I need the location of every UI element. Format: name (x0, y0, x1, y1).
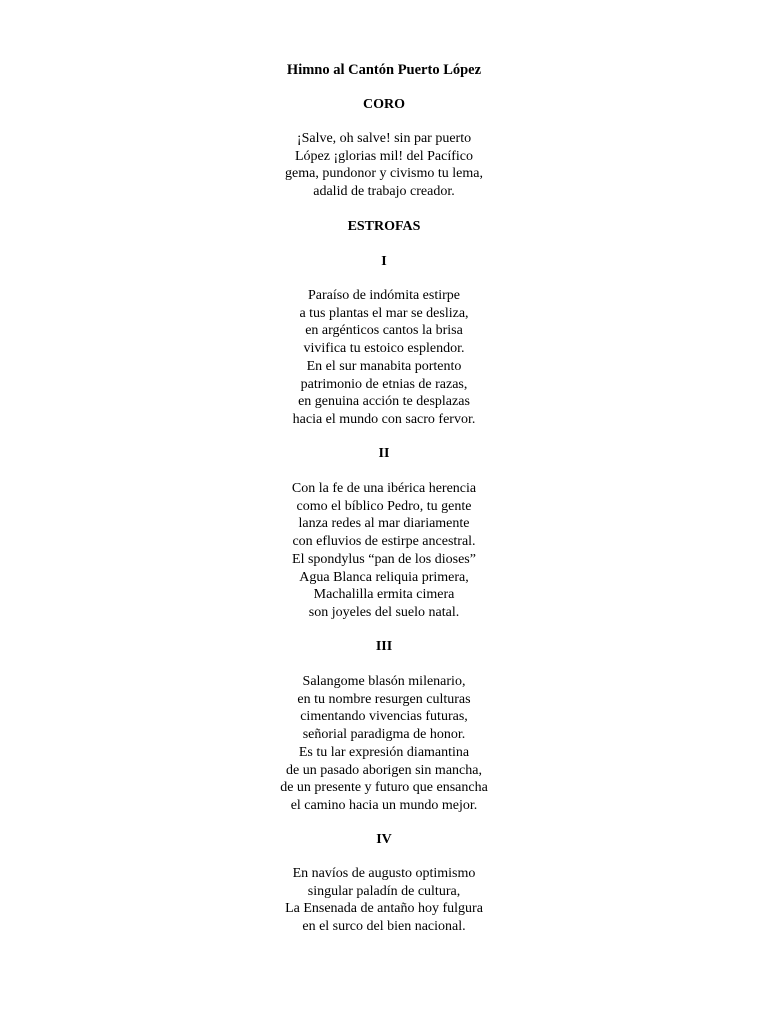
verse-line: Paraíso de indómita estirpe (307, 288, 461, 303)
verse-line: cimentando vivencias futuras, (300, 709, 468, 725)
stanza-2 (0, 480, 768, 622)
verse-line: vivifica tu estoico esplendor. (303, 341, 465, 357)
coro-stanza (0, 130, 768, 201)
verse-line: el camino hacia un mundo mejor. (290, 797, 478, 813)
verse-line: patrimonio de etnias de razas, (300, 376, 468, 392)
stanza-4 (0, 865, 768, 936)
verse-line: Agua Blanca reliquia primera, (299, 569, 469, 585)
verse-line: gema, pundonor y civismo tu lema, (285, 166, 483, 182)
verse-line: de un presente y futuro que ensancha (280, 780, 488, 796)
verse-line: a tus plantas el mar se desliza, (299, 305, 469, 321)
stanza-numeral: II (378, 446, 390, 461)
verse-line: El spondylus “pan de los dioses” (292, 551, 476, 567)
stanza-numeral: I (381, 254, 387, 269)
verse-line: Con la fe de una ibérica herencia (291, 481, 477, 496)
verse-line: Machalilla ermita cimera (313, 587, 455, 603)
verse-line: Salangome blasón milenario, (302, 674, 466, 689)
stanza-3 (0, 673, 768, 815)
stanza-numeral: IV (376, 832, 392, 847)
verse-line: Es tu lar expresión diamantina (298, 744, 470, 760)
document-title: Himno al Cantón Puerto López (286, 62, 482, 78)
verse-line: singular paladín de cultura, (307, 883, 461, 899)
verse-line: como el bíblico Pedro, tu gente (296, 498, 472, 514)
verse-line: de un pasado aborigen sin mancha, (286, 762, 482, 778)
verse-line: En navíos de augusto optimismo (292, 866, 476, 881)
verse-line: hacia el mundo con sacro fervor. (292, 411, 476, 427)
verse-line: ¡Salve, oh salve! sin par puerto (296, 131, 472, 146)
estrofas-heading: ESTROFAS (347, 219, 421, 234)
verse-line: con efluvios de estirpe ancestral. (292, 534, 476, 550)
verse-line: López ¡glorias mil! del Pacífico (294, 148, 474, 164)
verse-line: La Ensenada de antaño hoy fulgura (285, 901, 483, 917)
verse-line: En el sur manabita portento (306, 358, 462, 374)
stanza-numeral: III (375, 639, 393, 654)
verse-line: en genuina acción te desplazas (298, 394, 470, 410)
verse-line: son joyeles del suelo natal. (308, 604, 460, 620)
verse-line: señorial paradigma de honor. (302, 727, 466, 743)
verse-line: en argénticos cantos la brisa (305, 323, 463, 339)
coro-heading: CORO (363, 97, 405, 112)
verse-line: adalid de trabajo creador. (313, 184, 455, 200)
verse-line: en el surco del bien nacional. (302, 919, 466, 935)
verse-line: lanza redes al mar diariamente (298, 516, 470, 532)
verse-line: en tu nombre resurgen culturas (297, 691, 471, 707)
stanza-1 (0, 287, 768, 429)
